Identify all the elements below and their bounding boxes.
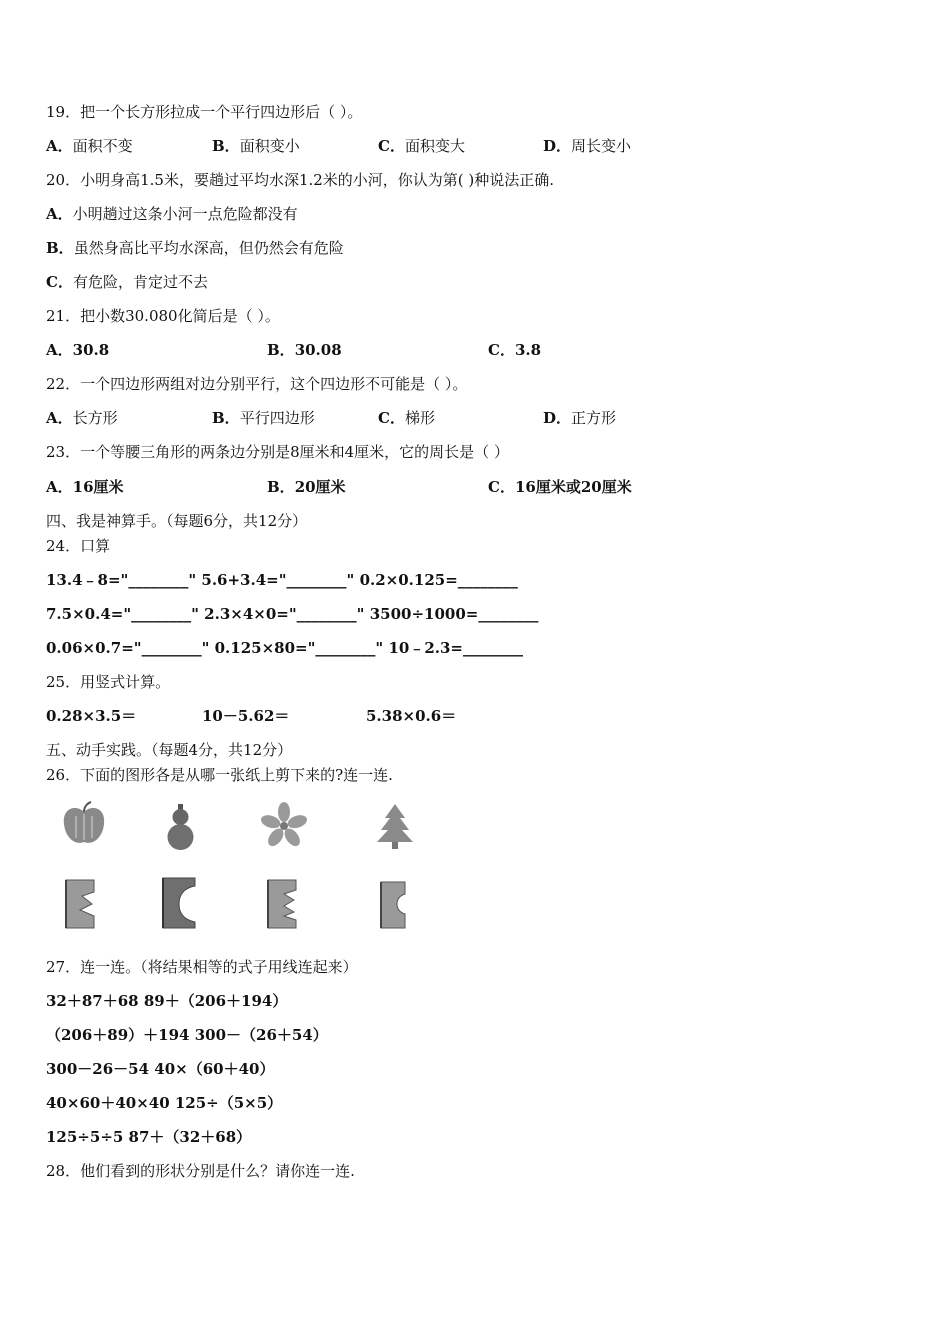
folded-paper-notch-icon <box>367 876 423 932</box>
q27-row-4: 40×60＋40×40 125÷（5×5） <box>46 1094 283 1112</box>
q25-item-1: 0.28×3.5＝ <box>46 707 137 725</box>
q26-stem: 26．下面的图形各是从哪一张纸上剪下来的?连一连. <box>46 766 393 784</box>
q21-option-b: B．30.08 <box>267 341 342 359</box>
q19-option-a: A．面积不变 <box>46 137 133 155</box>
q27-row-1: 32＋87＋68 89＋（206＋194） <box>46 992 288 1010</box>
apple-shape-icon <box>56 798 112 854</box>
q25-item-3: 5.38×0.6＝ <box>366 707 457 725</box>
q21-stem: 21．把小数30.080化简后是（ ）。 <box>46 307 280 325</box>
section-4-heading: 四、我是神算手。（每题6分，共12分） <box>46 512 308 530</box>
gourd-shape-icon <box>153 800 209 856</box>
q28-stem: 28．他们看到的形状分别是什么？请你连一连. <box>46 1162 355 1180</box>
q20-option-a: A．小明趟过这条小河一点危险都没有 <box>46 205 298 223</box>
q22-option-c: C．梯形 <box>378 409 435 427</box>
q24-row-2: 7.5×0.4="________" 2.3×4×0="________" 3500÷1000=________ <box>46 605 539 623</box>
q21-option-a: A．30.8 <box>46 341 110 359</box>
q23-option-c: C．16厘米或20厘米 <box>488 478 632 496</box>
q20-option-c: C．有危险，肯定过不去 <box>46 273 208 291</box>
q22-option-a: A．长方形 <box>46 409 118 427</box>
tree-shape-icon <box>367 798 423 854</box>
q23-stem: 23．一个等腰三角形的两条边分别是8厘米和4厘米，它的周长是（ ） <box>46 443 509 461</box>
q19-option-c: C．面积变大 <box>378 137 465 155</box>
q27-stem: 27．连一连。（将结果相等的式子用线连起来） <box>46 958 358 976</box>
q23-option-a: A．16厘米 <box>46 478 124 496</box>
section-5-heading: 五、动手实践。（每题4分，共12分） <box>46 741 293 759</box>
q20-option-b: B．虽然身高比平均水深高，但仍然会有危险 <box>46 239 344 257</box>
q21-option-c: C．3.8 <box>488 341 542 359</box>
q24-row-1: 13.4﹣8="________" 5.6+3.4="________" 0.2×0.125=________ <box>46 571 518 589</box>
q22-option-d: D．正方形 <box>543 409 617 427</box>
q27-row-3: 300－26－54 40×（60＋40） <box>46 1060 275 1078</box>
q24-stem: 24．口算 <box>46 537 111 555</box>
q20-stem: 20．小明身高1.5米，要趟过平均水深1.2米的小河，你认为第( )种说法正确. <box>46 171 555 189</box>
q19-option-d: D．周长变小 <box>543 137 632 155</box>
q23-option-b: B．20厘米 <box>267 478 346 496</box>
q25-item-2: 10－5.62＝ <box>202 707 290 725</box>
q25-stem: 25．用竖式计算。 <box>46 673 171 691</box>
folded-paper-e-icon <box>56 876 112 932</box>
q19-stem: 19．把一个长方形拉成一个平行四边形后（ ）。 <box>46 103 363 121</box>
q24-row-3: 0.06×0.7="________" 0.125×80="________" 10﹣2.3=________ <box>46 639 523 657</box>
q27-row-2: （206＋89）＋194 300－（26＋54） <box>46 1026 328 1044</box>
flower-shape-icon <box>256 798 312 854</box>
q27-row-5: 125÷5÷5 87＋（32＋68） <box>46 1128 252 1146</box>
folded-paper-zigzag-icon <box>256 876 312 932</box>
q22-option-b: B．平行四边形 <box>212 409 315 427</box>
q22-stem: 22．一个四边形两组对边分别平行，这个四边形不可能是（ ）。 <box>46 375 468 393</box>
folded-paper-c-icon <box>153 874 209 930</box>
q19-option-b: B．面积变小 <box>212 137 300 155</box>
